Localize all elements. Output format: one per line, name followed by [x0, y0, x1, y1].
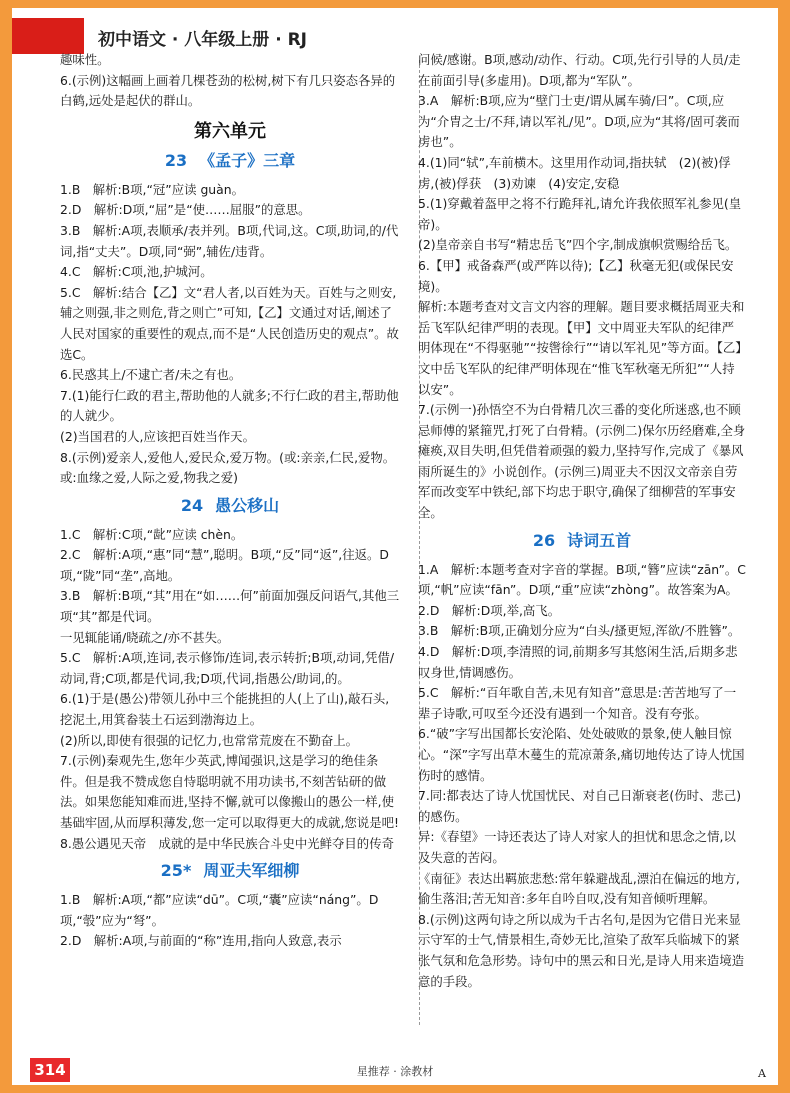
section-number: 26: [532, 530, 556, 550]
unit-heading: 第六单元: [194, 120, 266, 142]
section-title: 周亚夫军细柳: [203, 861, 300, 881]
answer-item: 8.(示例)这两句诗之所以成为千古名句,是因为它借日光来显示守军的士气,情景相生,奇妙无比,渲染了敌军兵临城下的紧张气氛和危急形势。诗句中的黑云和日光,是诗人用来造境造意的手段。: [418, 911, 745, 989]
answer-item: (2)当国君的人,应该把百姓当作天。: [60, 428, 255, 444]
answer-item: 趣味性。: [60, 52, 110, 67]
answer-item: 5.C 解析:结合【乙】文“君人者,以百姓为天。百姓与之则安,辅之则强,非之则危,背之则亡”可知,【乙】文通过对话,阐述了人民对国家的重要性的观点,而不是“人民创造历史的观点”。故选C。: [60, 284, 399, 362]
answer-item: 5.C 解析:“百年歌自苦,未见有知音”意思是:苦苦地写了一辈子诗歌,可叹至今还没有遇到一个知音。没有夸张。: [418, 685, 737, 721]
answer-item: 6.(1)于是(愚公)带领儿孙中三个能挑担的人(上了山),敲石头,挖泥土,用箕畚装土石运到渤海边上。: [60, 691, 390, 728]
section-number: 24: [180, 495, 204, 515]
answer-item: 6.“破”字写出国都长安沦陷、处处破败的景象,使人触目惊心。“深”字写出草木蔓生的荒凉萧条,痛切地传达了诗人忧国伤时的感情。: [418, 726, 745, 783]
answer-item: (2)皇帝亲自书写“精忠岳飞”四个字,制成旗帜赏赐给岳飞。: [418, 237, 738, 253]
answer-item: 7.(示例)秦观先生,您年少英武,博闻强识,这是学习的绝佳条件。但是我不赞成您自恃聪明就不用功读书,不刻苦钻研的做法。如果您能知难而进,坚持不懈,就可以像搬山的愚公一样,使基础牢固,从而厚积薄发,您一定可以取得更大的成就,您说是吧!: [60, 753, 399, 830]
answer-item: 一见辄能诵/晓疏之/亦不甚失。: [60, 629, 230, 645]
answer-item: 解析:本题考查对文言文内容的理解。题目要求概括周亚夫和岳飞军队纪律严明的表现。【甲】文中周亚夫军队的纪律严明体现在“不得驱驰”“按辔徐行”“请以军礼见”等方面。【乙】文中岳飞军队的纪律严明体现在“惟飞军秋毫无所犯”“人持以安”。: [418, 299, 745, 397]
answer-item: 8.(示例)爱亲人,爱他人,爱民众,爱万物。(或:亲亲,仁民,爱物。或:血缘之爱,人际之爱,物我之爱): [60, 449, 396, 486]
answer-item: 3.A 解析:B项,应为“壁门士吏/谓从属车骑/曰”。C项,应为“介胄之士/不拜,请以军礼/见”。D项,应为“其将/固可袭而虏也”。: [418, 93, 740, 150]
section-heading: [418, 528, 746, 554]
footer-corner-mark: A: [758, 1067, 766, 1080]
right-column: [418, 50, 746, 992]
answer-item: 问候/感谢。B项,感动/动作、行动。C项,先行引导的人员/走在前面引导(多虚用)。D项,都为“军队”。: [418, 52, 741, 88]
answer-item: 1.B 解析:A项,“都”应读“dū”。C项,“囊”应读“náng”。D项,“彀”应为“弩”。: [60, 892, 379, 928]
page-title: 初中语文 · 八年级上册 · RJ: [98, 30, 308, 50]
section-title: 愚公移山: [215, 495, 280, 515]
answer-item: 3.B 解析:B项,“其”用在“如……何”前面加强反问语气,其他三项“其”都是代词。: [60, 588, 400, 625]
section-number: 25*: [160, 861, 192, 881]
section-number: 23: [164, 150, 188, 170]
section-heading: [60, 148, 400, 174]
answer-item: 8.愚公遇见天帝 成就的是中华民族合斗史中光鲜夺目的传奇: [60, 835, 394, 851]
section-heading: [60, 858, 400, 884]
answer-item: 6.民惑其上/不逮亡者/未之有也。: [60, 367, 242, 383]
footer-brand: 星推荐 · 涂教材: [356, 1065, 434, 1078]
section-title: 诗词五首: [567, 530, 632, 550]
answer-item: 7.同:都表达了诗人忧国忧民、对自己日渐衰老(伤时、悲己)的感伤。: [418, 788, 742, 824]
answer-item: 6.【甲】戒备森严(或严阵以待);【乙】秋毫无犯(或保民安境)。: [418, 257, 734, 294]
answer-item: 《南征》表达出羁旅悲愁:常年躲避战乱,漂泊在偏远的地方,偷生落泪;苦无知音:多年自吟自叹,没有知音倾听理解。: [418, 870, 740, 907]
answer-item: 4.D 解析:D项,李清照的词,前期多写其悠闲生活,后期多悲叹身世,情调感伤。: [418, 644, 738, 680]
answer-item: 异:《春望》一诗还表达了诗人对家人的担忧和思念之情,以及失意的苦闷。: [418, 829, 736, 865]
answer-item: 2.C 解析:A项,“惠”同“慧”,聪明。B项,“反”同“返”,往返。D项,“陇”同“垄”,高地。: [60, 547, 389, 583]
answer-item: 1.A 解析:本题考查对字音的掌握。B项,“簪”应读“zān”。C项,“帆”应读“fān”。D项,“重”应读“zhòng”。故答案为A。: [418, 561, 746, 598]
answer-item: 1.B 解析:B项,“冠”应读 guàn。: [60, 181, 245, 197]
section-title: 《孟子》三章: [199, 150, 296, 170]
answer-item: 1.C 解析:C项,“龀”应读 chèn。: [60, 526, 244, 542]
answer-item: 2.D 解析:D项,“屈”是“使……屈服”的意思。: [60, 202, 311, 218]
answer-item: 7.(示例一)孙悟空不为白骨精几次三番的变化所迷惑,也不顾忌师傅的紧箍咒,打死了白骨精。(示例二)保尔历经磨难,全身瘫痪,双目失明,但凭借着顽强的毅力,坚持写作,完成了《暴风雨所诞生的》小说创作。(示例三)周亚夫不因汉文帝亲自劳军而改变军中铁纪,部下均忠于职守,确保了细柳营的军事安全。: [418, 402, 746, 521]
answer-item: 4.C 解析:C项,池,护城河。: [60, 264, 213, 280]
answer-item: 3.B 解析:A项,表顺承/表并列。B项,代词,这。C项,助词,的/代词,指“丈夫”。D项,同“弼”,辅佐/违背。: [60, 222, 399, 259]
answer-item: 2.D 解析:D项,举,高飞。: [418, 602, 561, 618]
answer-item: 5.C 解析:A项,连词,表示修饰/连词,表示转折;B项,动词,凭借/动词,背;C项,都是代词,我;D项,代词,指愚公/助词,的。: [60, 650, 395, 686]
left-column: [60, 50, 400, 952]
answer-item: 3.B 解析:B项,正确划分应为“白头/搔更短,浑欲/不胜簪”。: [418, 623, 741, 639]
page-number: 314: [30, 1058, 70, 1082]
answer-item: 4.(1)同“轼”,车前横木。这里用作动词,指扶轼 (2)(被)俘虏,(被)俘获 (3)劝谏 (4)安定,安稳: [418, 154, 731, 191]
answer-item: 5.(1)穿戴着盔甲之将不行跪拜礼,请允许我依照军礼参见(皇帝)。: [418, 196, 742, 232]
answer-item: 6.(示例)这幅画上画着几棵苍劲的松树,树下有几只姿态各异的白鹤,远处是起伏的群山。: [60, 72, 396, 109]
section-heading: [60, 493, 400, 519]
answer-item: 7.(1)能行仁政的君主,帮助他的人就多;不行仁政的君主,帮助他的人就少。: [60, 387, 399, 424]
header-red-bar: [12, 18, 84, 54]
answer-item: 2.D 解析:A项,与前面的“称”连用,指向人致意,表示: [60, 933, 342, 949]
answer-item: (2)所以,即使有很强的记忆力,也常常荒废在不勤奋上。: [60, 732, 359, 748]
